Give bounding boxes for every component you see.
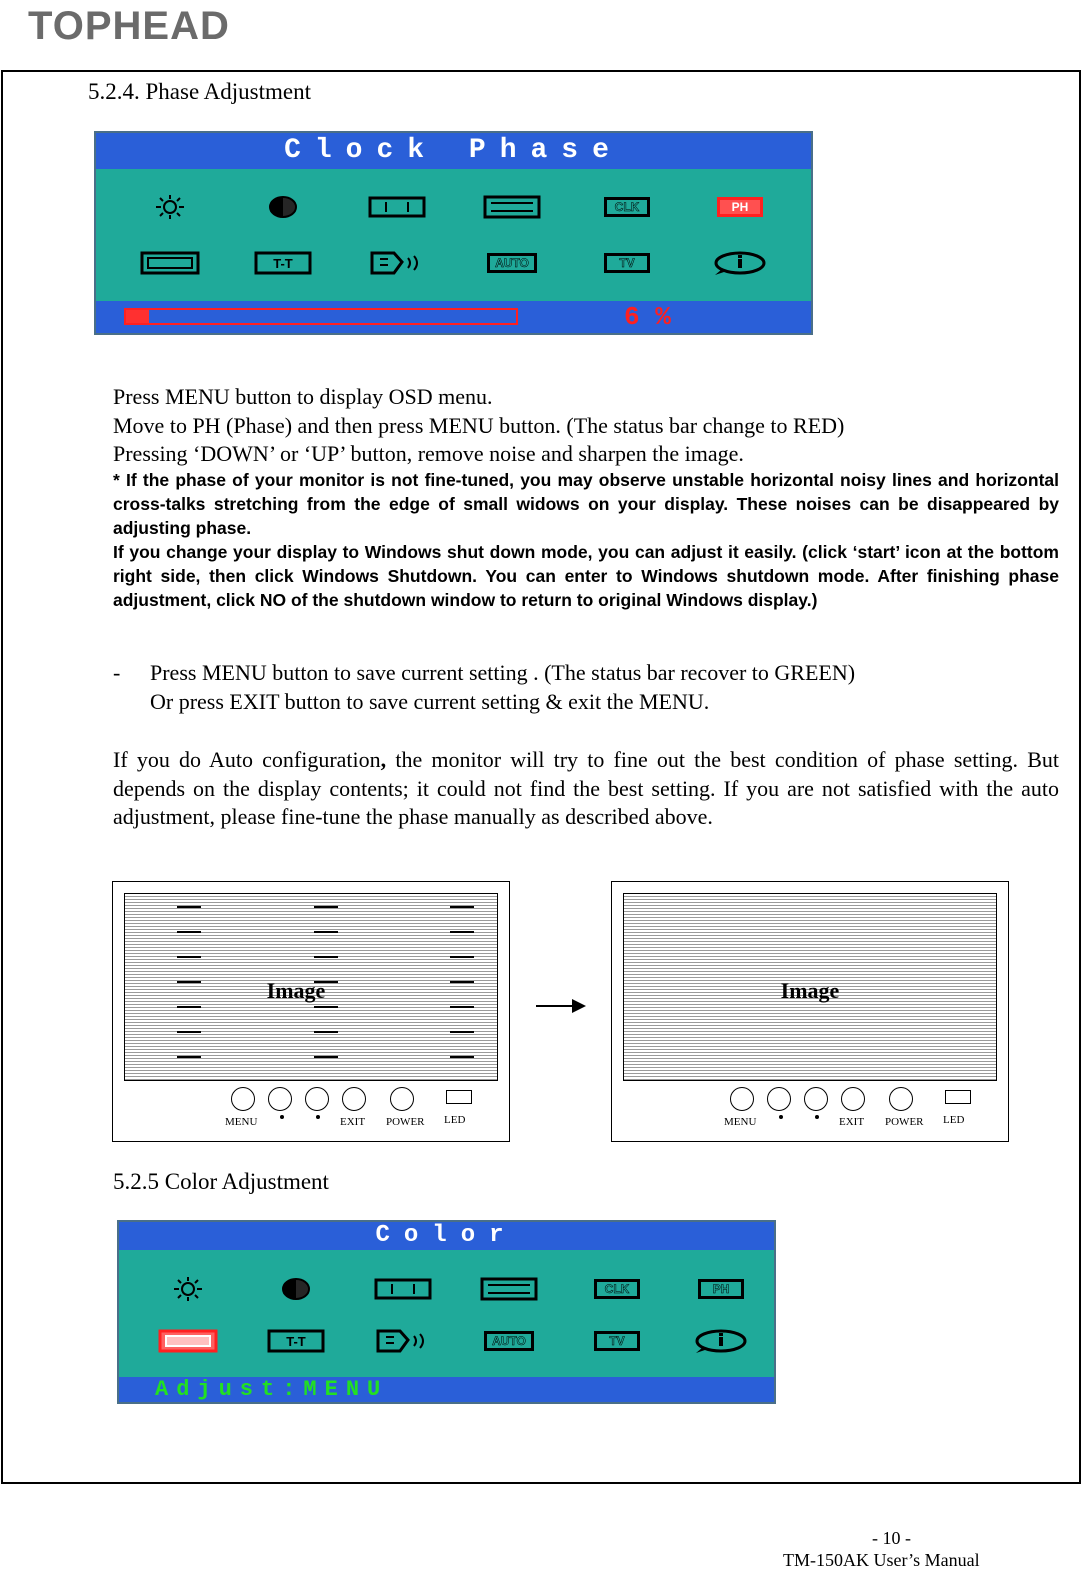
noise-dash	[177, 1006, 201, 1008]
page-number: - 10 -	[872, 1528, 911, 1548]
led-indicator	[945, 1090, 971, 1104]
para-auto-config	[113, 746, 1059, 832]
up-button	[305, 1087, 329, 1111]
bullet-line-2: Or press EXIT button to save current setting & exit the MENU.	[150, 689, 710, 714]
auto-icon: AUTO	[480, 249, 544, 277]
auto-comma: ,	[380, 747, 387, 772]
note-phase: * If the phase of your monitor is not fine-tuned, you may observe unstable horizontal noisy lines and horizontal cross-talks stretching from the edge of small widows on your display. These noises can be disappeared by adjusting phase.	[113, 470, 1059, 538]
h-position-icon	[371, 1275, 435, 1303]
led-label: LED	[444, 1114, 466, 1126]
osd-status-text: Adjust:MENU	[155, 1377, 389, 1402]
noise-dash	[450, 1006, 474, 1008]
image-label: Image	[780, 978, 840, 1003]
monitor-screen-clean	[623, 893, 997, 1081]
arrow-dot	[815, 1115, 819, 1119]
progress-track	[124, 308, 518, 325]
up-button	[804, 1087, 828, 1111]
contrast-icon	[264, 1275, 328, 1303]
note-shutdown: If you change your display to Windows shut down mode, you can adjust it easily. (click ‘start’ icon at the bottom right side, then click Windows Shutdown. You can enter to Windows shutdown mode. After finishing phase adjustment, click NO of the shutdown window to return to original Windows display.)	[113, 542, 1059, 610]
down-button	[767, 1087, 791, 1111]
para-press-menu: Press MENU button to display OSD menu.	[113, 384, 493, 409]
auto-icon: AUTO	[477, 1327, 541, 1355]
image-label: Image	[266, 978, 326, 1003]
size-icon	[156, 1327, 220, 1355]
noise-dash	[450, 1056, 474, 1058]
section-title-color: 5.2.5 Color Adjustment	[113, 1169, 329, 1194]
clk-icon: CLK	[585, 1275, 649, 1303]
arrow-dot	[779, 1115, 783, 1119]
osd-color	[117, 1220, 776, 1404]
v-position-icon	[480, 193, 544, 221]
clk-icon: CLK	[595, 193, 659, 221]
menu-button	[730, 1087, 754, 1111]
progress-fill	[126, 310, 149, 323]
auto-post: the monitor will try to fine out the best condition of phase setting. But depends on the display contents; it could not find the best setting. If you are not satisfied with the auto adjustment, please fine-tune the phase manually as described above.	[113, 747, 1059, 829]
noise-dash	[314, 906, 338, 908]
brightness-icon	[138, 193, 202, 221]
brightness-icon	[156, 1275, 220, 1303]
menu-button	[231, 1087, 255, 1111]
noise-dash	[314, 956, 338, 958]
exit-button	[841, 1087, 865, 1111]
text-icon	[251, 249, 315, 277]
contrast-icon	[251, 193, 315, 221]
exit-button	[342, 1087, 366, 1111]
tv-icon: TV	[585, 1327, 649, 1355]
arrow	[536, 1005, 574, 1007]
noise-dash	[177, 1056, 201, 1058]
arrow-dot	[280, 1115, 284, 1119]
v-position-icon	[477, 1275, 541, 1303]
monitor-screen-noisy	[124, 893, 498, 1081]
progress-label: 6 %	[624, 302, 671, 332]
osd-status-bar	[96, 301, 811, 333]
noise-dash	[314, 1056, 338, 1058]
arrow-head	[572, 999, 586, 1013]
power-button	[390, 1087, 414, 1111]
noise-dash	[177, 906, 201, 908]
noise-dash	[450, 1031, 474, 1033]
speaker-icon	[371, 1327, 435, 1355]
noise-dash	[177, 931, 201, 933]
h-position-icon	[365, 193, 429, 221]
led-indicator	[446, 1090, 472, 1104]
ph-icon: PH	[708, 193, 772, 221]
monitor-noisy	[112, 881, 510, 1142]
tv-icon: TV	[595, 249, 659, 277]
noise-dash	[450, 906, 474, 908]
power-label: POWER	[885, 1116, 924, 1128]
section-title-phase: 5.2.4. Phase Adjustment	[88, 79, 311, 104]
osd-clock-phase	[94, 131, 813, 335]
exit-label: EXIT	[839, 1116, 865, 1128]
text-icon	[264, 1327, 328, 1355]
down-button	[268, 1087, 292, 1111]
para-move-ph: Move to PH (Phase) and then press MENU button. (The status bar change to RED)	[113, 412, 845, 438]
noise-dash	[450, 931, 474, 933]
svg-text:T-T: T-T	[286, 1334, 306, 1349]
noise-dash	[314, 1006, 338, 1008]
size-icon	[138, 249, 202, 277]
exit-label: EXIT	[340, 1116, 366, 1128]
menu-label: MENU	[225, 1116, 258, 1128]
osd-title: Color	[119, 1222, 774, 1250]
led-label: LED	[943, 1114, 965, 1126]
osd-title: Clock Phase	[96, 133, 811, 169]
menu-label: MENU	[724, 1116, 757, 1128]
info-icon	[708, 249, 772, 277]
logo: TOPHEAD	[28, 4, 230, 48]
speaker-icon	[365, 249, 429, 277]
para-pressing: Pressing ‘DOWN’ or ‘UP’ button, remove noise and sharpen the image.	[113, 441, 744, 466]
power-button	[889, 1087, 913, 1111]
noise-dash	[177, 956, 201, 958]
auto-pre: If you do Auto configuration	[113, 747, 381, 772]
ph-icon: PH	[689, 1275, 753, 1303]
manual-name: TM-150AK User’s Manual	[783, 1550, 980, 1570]
arrow-dot	[316, 1115, 320, 1119]
bullet-dash: -	[113, 660, 121, 685]
monitor-clean	[611, 881, 1009, 1142]
noise-dash	[450, 956, 474, 958]
noise-dash	[314, 1031, 338, 1033]
osd-status-bar	[119, 1377, 774, 1402]
svg-text:T-T: T-T	[273, 256, 293, 271]
noise-dash	[314, 931, 338, 933]
noise-dash	[177, 1031, 201, 1033]
info-icon	[689, 1327, 753, 1355]
power-label: POWER	[386, 1116, 425, 1128]
bullet-line-1: Press MENU button to save current setting . (The status bar recover to GREEN)	[150, 660, 856, 685]
